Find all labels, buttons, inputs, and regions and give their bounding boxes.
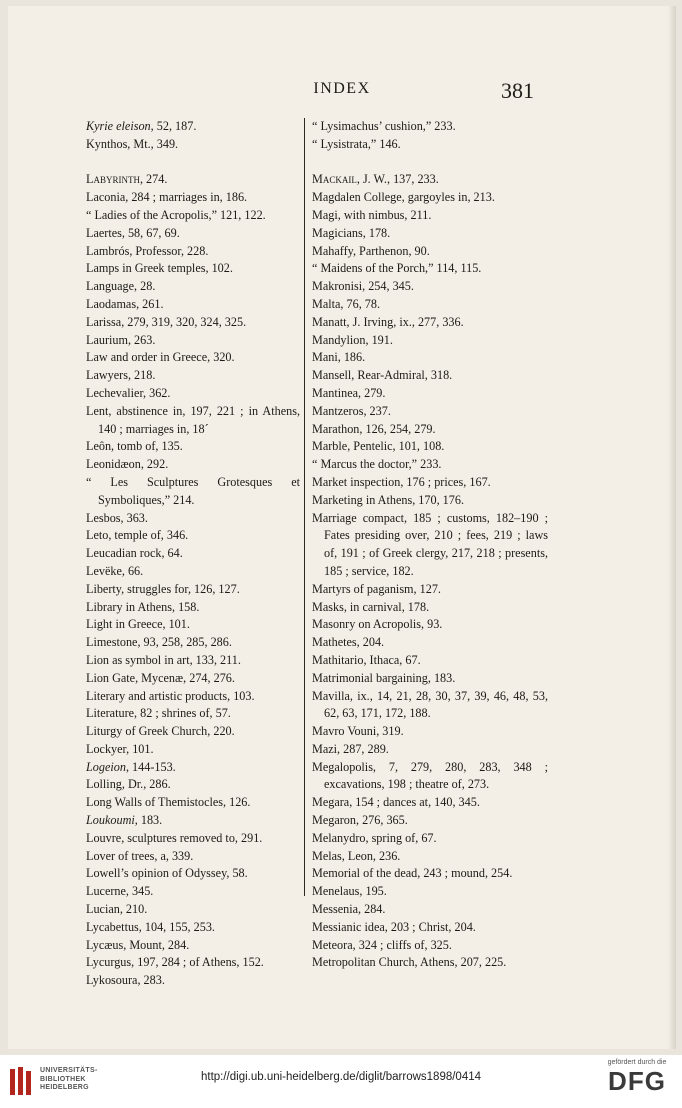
index-column-left [86,118,300,990]
index-entry: Megara, 154 ; dances at, 140, 345. [312,795,480,810]
index-entry: Lent, abstinence in, 197, 221 ; in Athens, 140 ; marriages in, 18´ [86,403,300,436]
index-entry [86,171,300,189]
funder-note: gefördert durch die [607,1059,667,1066]
index-entry: Lion as symbol in art, 133, 211. [86,652,241,667]
index-entry: Leucadian rock, 64. [86,546,183,561]
index-entry: Language, 28. [86,279,156,294]
index-entry: Lowell’s opinion of Odyssey, 58. [86,866,248,881]
index-entry: Lucian, 210. [86,902,148,917]
index-entry: Lolling, Dr., 286. [86,777,171,792]
index-entry-smallcaps-term: Mackail [312,172,357,187]
index-entry-references: , J. W., 137, 233. [356,172,439,187]
index-entry: “ Lysimachus’ cushion,” 233. [312,119,456,133]
index-entry [86,812,300,830]
index-entry: Kynthos, Mt., 349. [86,136,179,151]
index-entry: Laodamas, 261. [86,296,164,311]
index-entry [86,118,300,136]
index-entry: Mani, 186. [312,350,366,365]
index-entry-italic-term: Loukoumi [86,813,135,828]
index-entry: Leonidæon, 292. [86,457,169,472]
index-entry: Metropolitan Church, Athens, 207, 225. [312,955,507,970]
column-divider [304,118,305,896]
index-entry: Lycæus, Mount, 284. [86,937,190,952]
index-entry: Long Walls of Themistocles, 126. [86,795,251,810]
index-entry: Masks, in carnival, 178. [312,599,430,614]
index-entry: Limestone, 93, 258, 285, 286. [86,635,232,650]
index-entry-smallcaps-term: Labyrinth [86,172,140,187]
index-entry: Leôn, tomb of, 135. [86,439,183,454]
index-entry: Mansell, Rear-Admiral, 318. [312,368,453,383]
index-entry: Market inspection, 176 ; prices, 167. [312,474,491,489]
funder-block [602,1059,672,1096]
index-columns [80,118,550,988]
library-name-line: BIBLIOTHEK [40,1075,86,1083]
index-entry: Malta, 76, 78. [312,296,381,311]
index-entry: Messenia, 284. [312,902,386,917]
index-entry: Laconia, 284 ; marriages in, 186. [86,190,248,205]
book-page [8,6,676,1049]
index-entry: Lockyer, 101. [86,741,154,756]
index-entry: Messianic idea, 203 ; Christ, 204. [312,919,476,934]
index-entry: Memorial of the dead, 243 ; mound, 254. [312,866,513,881]
index-entry: Mathetes, 204. [312,635,385,650]
index-entry: Melas, Leon, 236. [312,848,401,863]
index-entry: Mavro Vouni, 319. [312,724,404,739]
index-entry-italic-term: Kyrie eleison [86,119,151,133]
index-entry: Meteora, 324 ; cliffs of, 325. [312,937,452,952]
index-entry-references: , 144-153. [125,759,176,774]
index-entry: Megaron, 276, 365. [312,813,408,828]
page-number: 381 [501,78,534,103]
index-entry: Laurium, 263. [86,332,156,347]
index-entry: Masonry on Acropolis, 93. [312,617,443,632]
index-entry: Lechevalier, 362. [86,385,171,400]
index-entry: “ Maidens of the Porch,” 114, 115. [312,261,482,276]
index-section-gap [312,154,548,172]
index-entry: Lamps in Greek temples, 102. [86,261,233,276]
index-entry: Laertes, 58, 67, 69. [86,225,180,240]
index-entry: Light in Greece, 101. [86,617,190,632]
index-entry: Law and order in Greece, 320. [86,350,235,365]
index-entry: Martyrs of paganism, 127. [312,581,441,596]
index-entry: “ Marcus the doctor,” 233. [312,457,442,472]
index-column-right [312,118,548,972]
index-entry: Mathitario, Ithaca, 67. [312,652,421,667]
index-entry: Lambrós, Professor, 228. [86,243,209,258]
index-entry: “ Ladies of the Acropolis,” 121, 122. [86,207,266,222]
source-url-link[interactable]: http://digi.ub.uni-heidelberg.de/diglit/barrows1898/0414 [200,1071,482,1083]
index-entry: Literature, 82 ; shrines of, 57. [86,706,231,721]
index-entry: Manatt, J. Irving, ix., 277, 336. [312,314,464,329]
index-entry: Lover of trees, a, 339. [86,848,194,863]
index-entry: Megalopolis, 7, 279, 280, 283, 348 ; excavations, 198 ; theatre of, 273. [312,759,548,792]
index-entry: Matrimonial bargaining, 183. [312,670,456,685]
index-entry: Lycurgus, 197, 284 ; of Athens, 152. [86,955,264,970]
index-entry: Menelaus, 195. [312,884,387,899]
index-entry: Mandylion, 191. [312,332,393,347]
library-name-line: UNIVERSITÄTS- [40,1067,98,1074]
running-title: INDEX [313,80,371,97]
index-entry: Lucerne, 345. [86,884,154,899]
index-entry: Larissa, 279, 319, 320, 324, 325. [86,314,247,329]
footer-bar [0,1055,682,1108]
index-entry [86,759,300,777]
index-entry-references: , 274. [139,172,168,187]
index-entry: Literary and artistic products, 103. [86,688,255,703]
library-name-line: HEIDELBERG [40,1084,89,1091]
index-section-gap [86,154,300,172]
index-entry: Magicians, 178. [312,225,391,240]
index-entry-italic-term: Logeion [86,759,126,774]
index-entry: Makronisi, 254, 345. [312,279,414,294]
index-entry: Lawyers, 218. [86,368,156,383]
index-entry: Mantinea, 279. [312,385,386,400]
index-entry: Levëke, 66. [86,563,144,578]
page-edge-shadow [668,6,676,1049]
index-entry: Leto, temple of, 346. [86,528,189,543]
index-entry: Marriage compact, 185 ; customs, 182–190 ; Fates presiding over, 210 ; fees, 219 ; laws of, 191 ; of Greek clergy, 217, 218 ; presents, 185 ; service, 182. [312,510,548,578]
index-entry-references: , 52, 187. [150,119,197,133]
index-entry: Louvre, sculptures removed to, 291. [86,830,263,845]
index-entry: Mantzeros, 237. [312,403,391,418]
dfg-logo: DFG [608,1066,666,1096]
index-entry: Melanydro, spring of, 67. [312,830,437,845]
index-entry: Magdalen College, gargoyles in, 213. [312,190,495,205]
index-entry: Lycabettus, 104, 155, 253. [86,919,215,934]
page-header [8,78,676,104]
index-entry: Magi, with nimbus, 211. [312,207,432,222]
index-entry: Marble, Pentelic, 101, 108. [312,439,445,454]
index-entry: Liberty, struggles for, 126, 127. [86,581,240,596]
index-entry [312,171,548,189]
index-entry: Marketing in Athens, 170, 176. [312,492,464,507]
index-entry: Lykosoura, 283. [86,973,165,988]
index-entry: Liturgy of Greek Church, 220. [86,724,235,739]
index-entry: “ Les Sculptures Grotesques et Symboliques,” 214. [86,474,300,507]
index-entry: “ Lysistrata,” 146. [312,136,401,151]
index-entry: Marathon, 126, 254, 279. [312,421,436,436]
index-entry: Mazi, 287, 289. [312,741,389,756]
index-entry: Lesbos, 363. [86,510,148,525]
index-entry: Mavilla, ix., 14, 21, 28, 30, 37, 39, 46, 48, 53, 62, 63, 171, 172, 188. [312,688,548,721]
index-entry: Mahaffy, Parthenon, 90. [312,243,430,258]
index-entry: Lion Gate, Mycenæ, 274, 276. [86,670,235,685]
index-entry-references: , 183. [134,813,163,828]
index-entry: Library in Athens, 158. [86,599,200,614]
